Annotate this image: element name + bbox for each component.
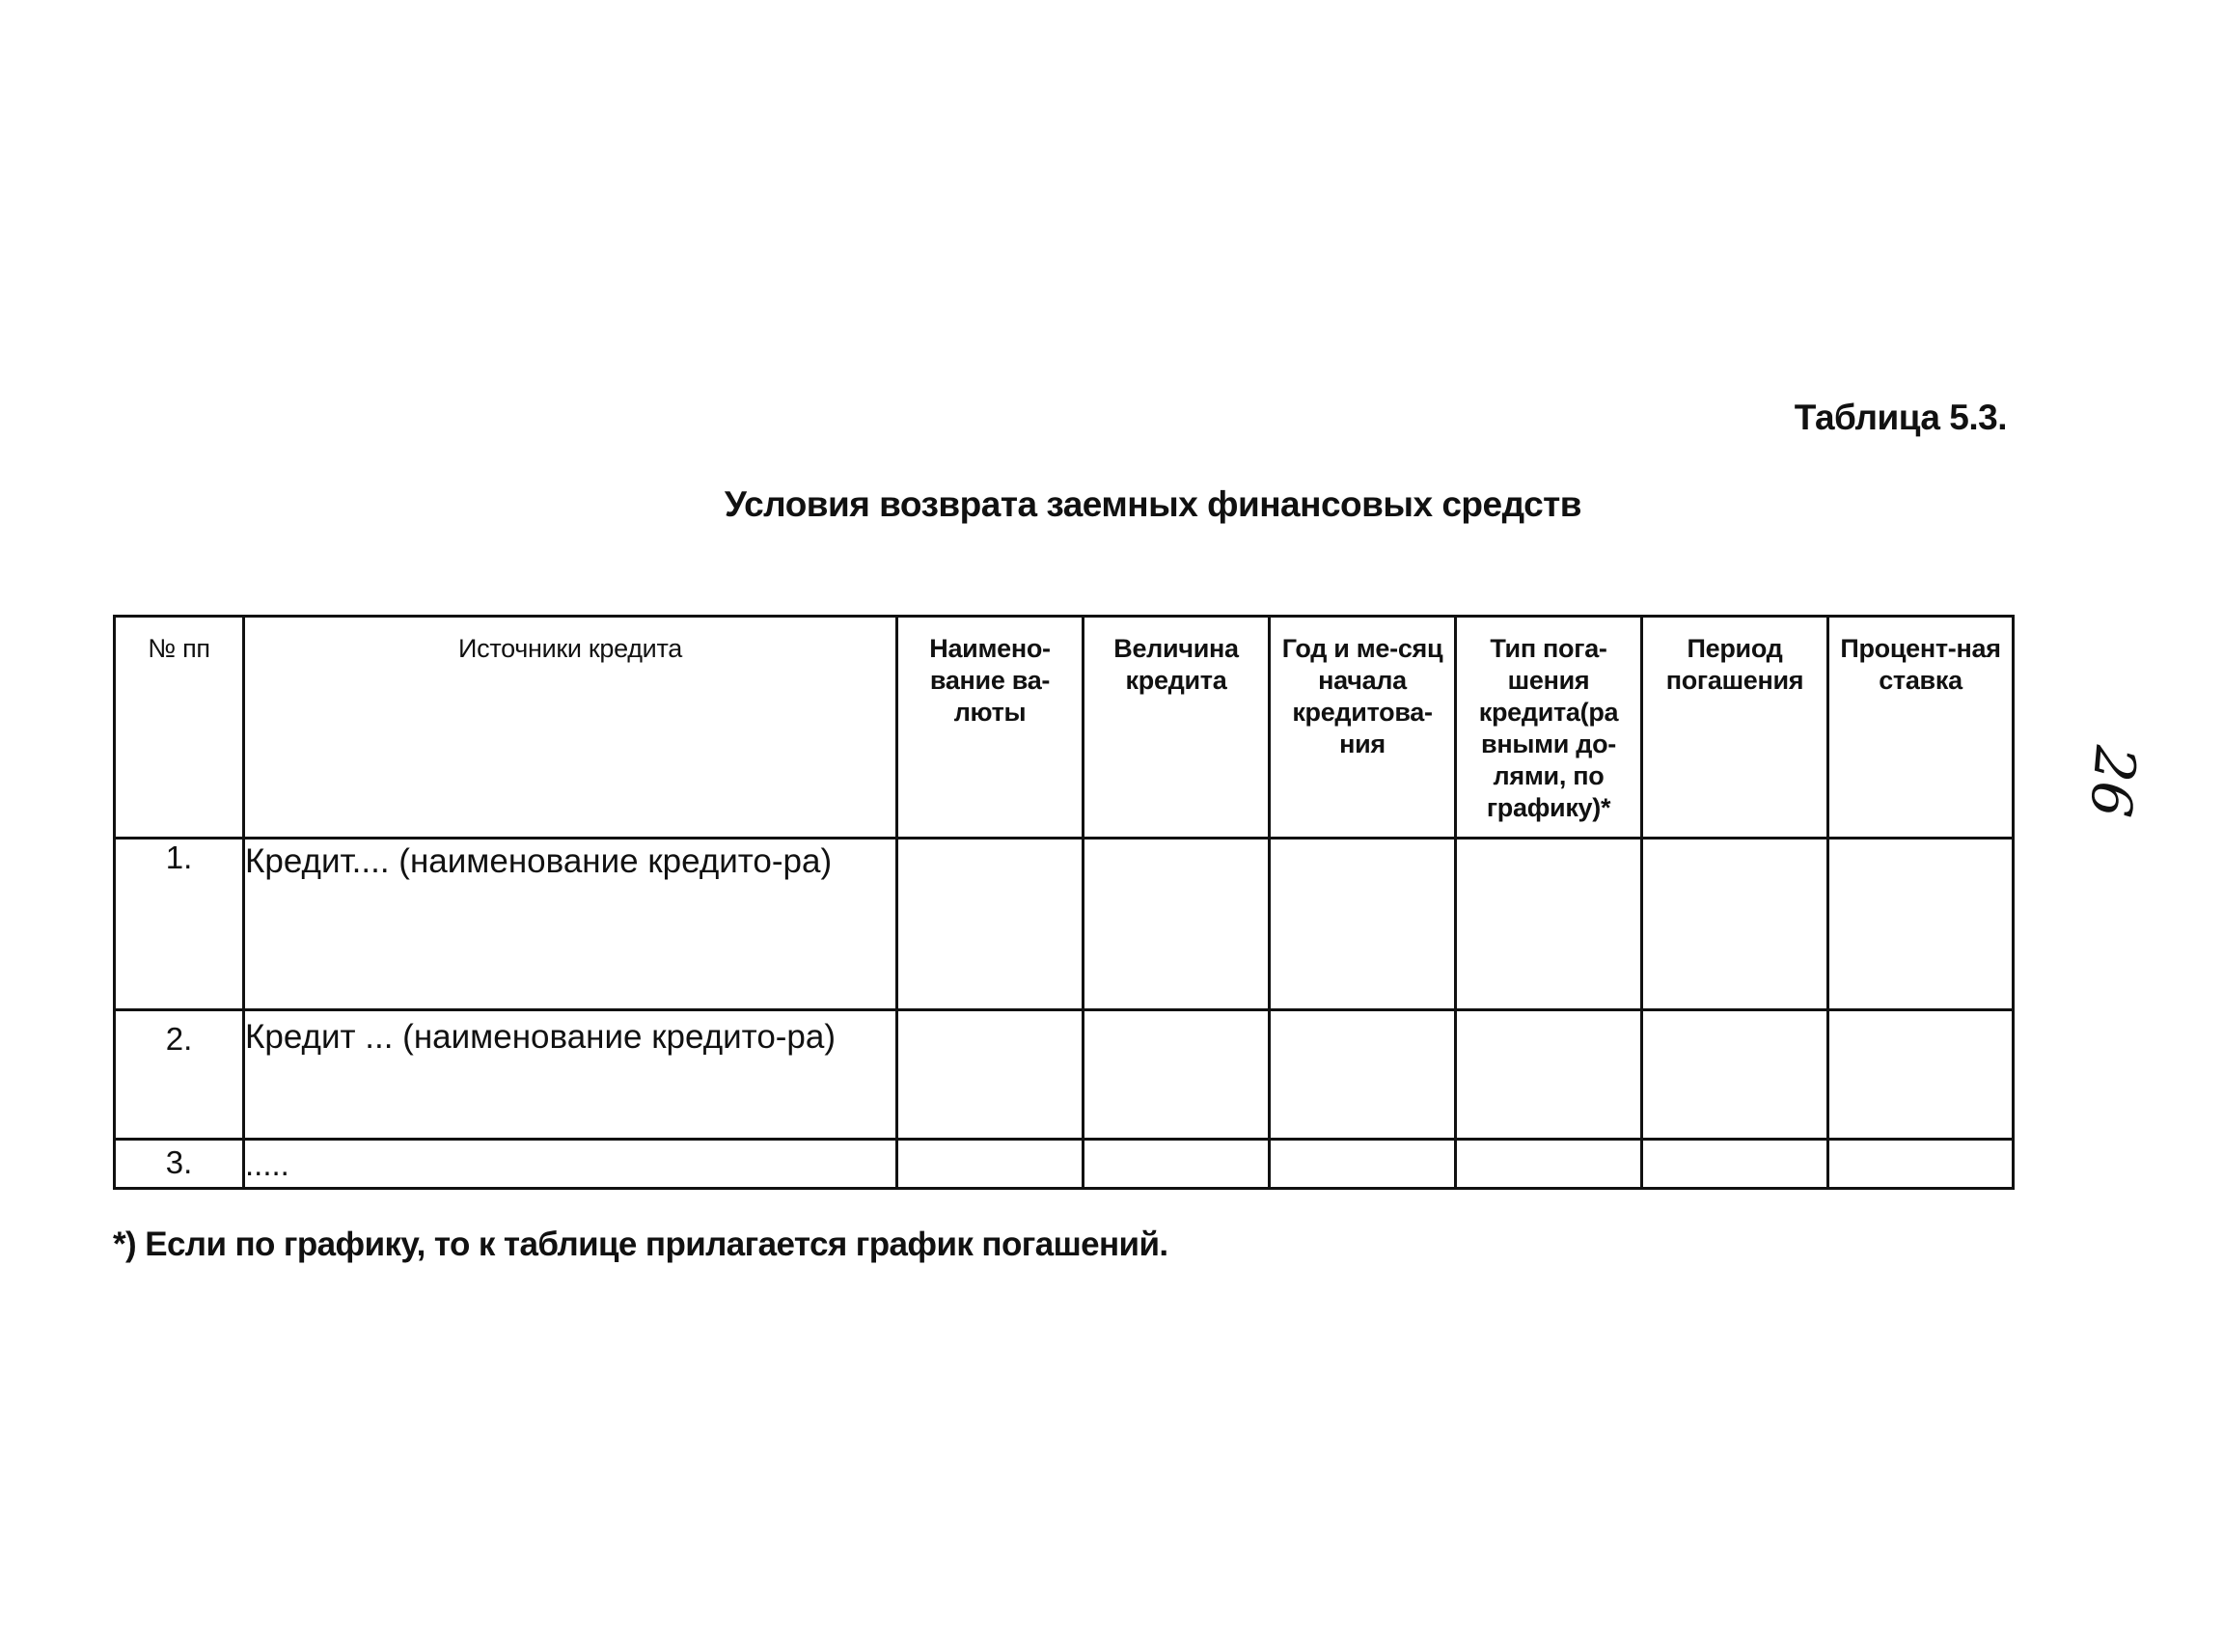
header-number: № пп <box>115 617 244 839</box>
footnote: *) Если по графику, то к таблице прилагается график погашений. <box>113 1225 1168 1263</box>
table-row <box>115 1010 2014 1140</box>
header-start-date: Год и ме-сяц начала кредитова-ния <box>1270 617 1456 839</box>
row-number: 1. <box>115 839 244 1010</box>
row-cell <box>1642 1010 1828 1140</box>
table-number: Таблица 5.3. <box>1794 398 2007 437</box>
handwritten-page-number: 26 <box>2076 743 2150 820</box>
row-cell <box>897 839 1084 1010</box>
row-credit-source: Кредит.... (наименование кредито-ра) <box>244 839 897 1010</box>
row-cell <box>1456 1010 1642 1140</box>
row-cell <box>1642 1140 1828 1189</box>
row-cell <box>1828 1010 2014 1140</box>
header-repayment-period: Период погашения <box>1642 617 1828 839</box>
row-cell <box>1456 839 1642 1010</box>
row-credit-source: Кредит ... (наименование кредито-ра) <box>244 1010 897 1140</box>
row-cell <box>1828 1140 2014 1189</box>
row-number: 3. <box>115 1140 244 1189</box>
header-credit-source: Источники кредита <box>244 617 897 839</box>
row-cell <box>1642 839 1828 1010</box>
row-cell <box>897 1140 1084 1189</box>
table-row <box>115 839 2014 1010</box>
table-row <box>115 1140 2014 1189</box>
row-cell <box>1084 839 1270 1010</box>
row-cell <box>1456 1140 1642 1189</box>
header-credit-amount: Величина кредита <box>1084 617 1270 839</box>
header-repayment-type: Тип пога-шения кредита(ра вными до-лями, по графику)* <box>1456 617 1642 839</box>
row-cell <box>1084 1140 1270 1189</box>
row-credit-source: ..... <box>244 1140 897 1189</box>
loan-repayment-table <box>113 615 2015 1190</box>
row-cell <box>1828 839 2014 1010</box>
row-cell <box>1270 1010 1456 1140</box>
header-interest-rate: Процент-ная ставка <box>1828 617 2014 839</box>
row-number: 2. <box>115 1010 244 1140</box>
row-cell <box>1270 839 1456 1010</box>
header-currency-name: Наимено-вание ва-люты <box>897 617 1084 839</box>
table-title: Условия возврата заемных финансовых средств <box>724 484 1582 524</box>
row-cell <box>1084 1010 1270 1140</box>
row-cell <box>897 1010 1084 1140</box>
table-header-row <box>115 617 2014 839</box>
row-cell <box>1270 1140 1456 1189</box>
